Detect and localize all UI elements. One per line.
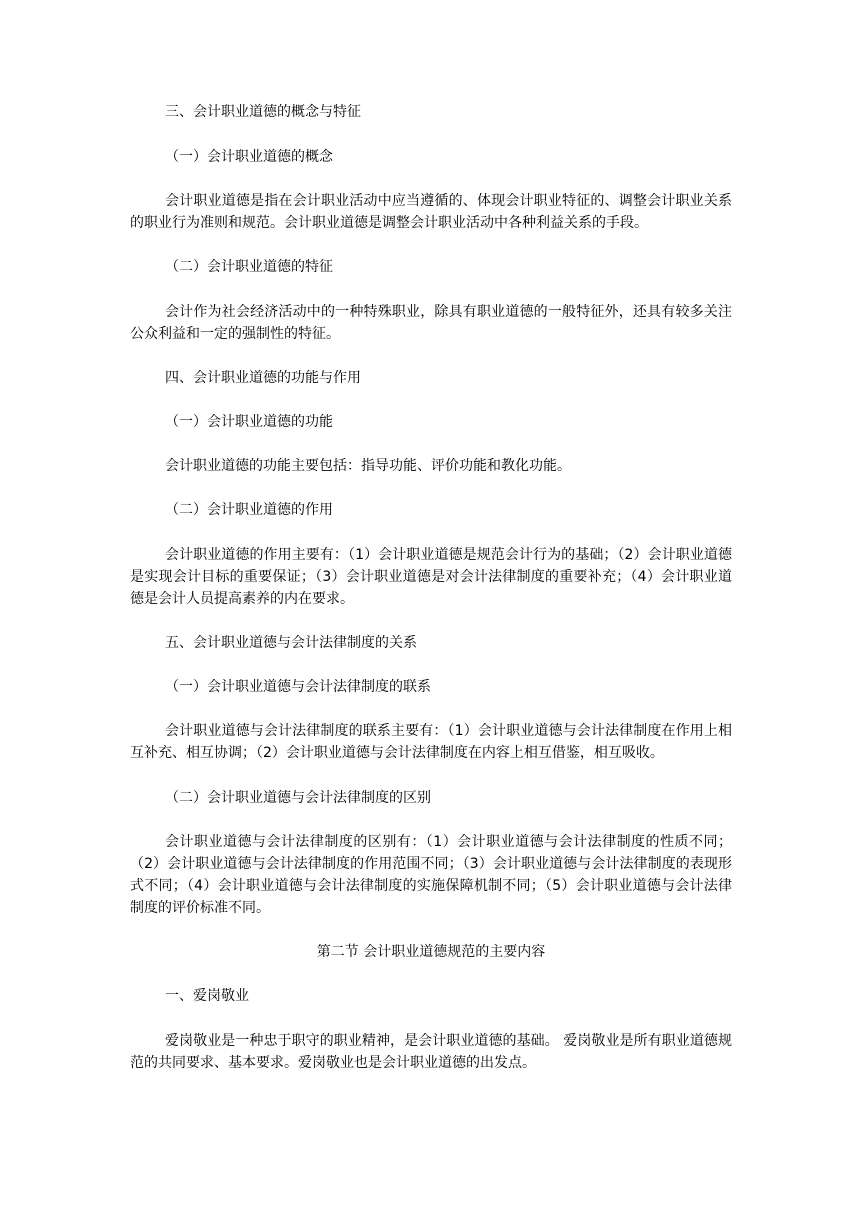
para-s3-1: 会计职业道德是指在会计职业活动中应当遵循的、体现会计职业特征的、调整会计职业关系的职业行为准则和规范。会计职业道德是调整会计职业活动中各种利益关系的手段。 — [130, 193, 732, 231]
heading-s5-1: （一）会计职业道德与会计法律制度的联系 — [165, 679, 431, 695]
section-title: 第二节 会计职业道德规范的主要内容 — [316, 944, 546, 960]
document-page — [130, 101, 732, 1074]
para-s3-2: 会计作为社会经济活动中的一种特殊职业，除具有职业道德的一般特征外，还具有较多关注公众利益和一定的强制性的特征。 — [130, 304, 732, 342]
para-s2-1: 爱岗敬业是一种忠于职守的职业精神，是会计职业道德的基础。 爱岗敬业是所有职业道德规范的共同要求、基本要求。爱岗敬业也是会计职业道德的出发点。 — [130, 1033, 732, 1071]
heading-s4-1: （一）会计职业道德的功能 — [165, 414, 333, 430]
heading-s2-1: 一、爱岗敬业 — [165, 988, 249, 1004]
para-s4-1: 会计职业道德的功能主要包括：指导功能、评价功能和教化功能。 — [165, 458, 571, 474]
heading-s5: 五、会计职业道德与会计法律制度的关系 — [165, 635, 417, 651]
para-s4-2: 会计职业道德的作用主要有：（1）会计职业道德是规范会计行为的基础；（2）会计职业道德是实现会计目标的重要保证；（3）会计职业道德是对会计法律制度的重要补充；（4）会计职业道德是会计人员提高素养的内在要求。 — [130, 547, 732, 607]
para-s5-2: 会计职业道德与会计法律制度的区别有：（1）会计职业道德与会计法律制度的性质不同；（2）会计职业道德与会计法律制度的作用范围不同；（3）会计职业道德与会计法律制度的表现形式不同；（4）会计职业道德与会计法律制度的实施保障机制不同；（5）会计职业道德与会计法律制度的评价标准不同。 — [130, 834, 732, 916]
heading-s3-1: （一）会计职业道德的概念 — [165, 149, 333, 165]
heading-s4: 四、会计职业道德的功能与作用 — [165, 370, 361, 386]
heading-s3-2: （二）会计职业道德的特征 — [165, 259, 333, 275]
heading-s3: 三、会计职业道德的概念与特征 — [165, 104, 361, 120]
para-s5-1: 会计职业道德与会计法律制度的联系主要有：（1）会计职业道德与会计法律制度在作用上相互补充、相互协调；（2）会计职业道德与会计法律制度在内容上相互借鉴，相互吸收。 — [130, 723, 732, 761]
heading-s4-2: （二）会计职业道德的作用 — [165, 502, 333, 518]
heading-s5-2: （二）会计职业道德与会计法律制度的区别 — [165, 790, 431, 806]
